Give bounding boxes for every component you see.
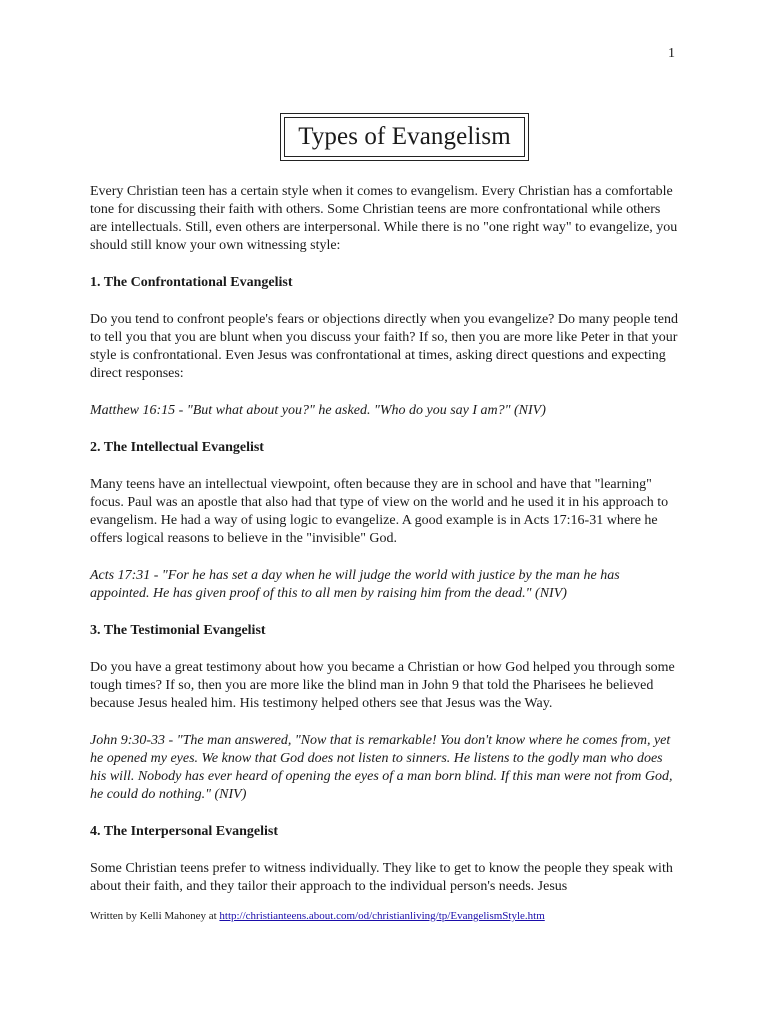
scripture-quote-matthew: Matthew 16:15 - "But what about you?" he asked. "Who do you say I am?" (NIV) — [90, 403, 546, 418]
section-body-intellectual: Many teens have an intellectual viewpoint, often because they are in school and have that "learning" focus. Paul was an apostle that also had that type of view on the world and he used it in his approach to evangelism. He had a way of using logic to evangelize. A good example is in Acts 17:16-31 where he offers logical reasons to believe in the "invisible" God. — [90, 477, 669, 546]
section-heading-intellectual: 2. The Intellectual Evangelist — [90, 440, 264, 455]
scripture-quote-acts: Acts 17:31 - "For he has set a day when he will judge the world with justice by the man he has appointed. He has given proof of this to all men by raising him from the dead." (NIV) — [90, 568, 620, 601]
section-body-testimonial: Do you have a great testimony about how you became a Christian or how God helped you through some tough times? If so, then you are more like the blind man in John 9 that told the Pharisees he believed because Jesus healed him. His testimony helped others see that Jesus was the Way. — [90, 660, 675, 711]
page-number: 1 — [668, 46, 675, 61]
intro-paragraph: Every Christian teen has a certain style when it comes to evangelism. Every Christian has a comfortable tone for discussing their faith with others. Some Christian teens are more confrontational while others are intellectuals. Still, even others are interpersonal. While there is no "one right way" to evangelize, you should still know your own witnessing style: — [90, 184, 678, 253]
section-heading-testimonial: 3. The Testimonial Evangelist — [90, 623, 266, 638]
footer-prefix: Written by Kelli Mahoney at — [90, 910, 220, 922]
section-body-interpersonal: Some Christian teens prefer to witness individually. They like to get to know the people they speak with about their faith, and they tailor their approach to the individual person's needs. Jesus — [90, 861, 673, 894]
footer-credit — [90, 910, 545, 922]
section-heading-interpersonal: 4. The Interpersonal Evangelist — [90, 824, 278, 839]
document-body — [90, 183, 680, 896]
title-box — [280, 113, 529, 161]
section-body-confrontational: Do you tend to confront people's fears or objections directly when you evangelize? Do many people tend to tell you that you are blunt when you discuss your faith? If so, then you are more like Peter in that your style is confrontational. Even Jesus was confrontational at times, asking direct questions and expecting direct responses: — [90, 312, 679, 381]
page-title: Types of Evangelism — [284, 117, 525, 157]
section-heading-confrontational: 1. The Confrontational Evangelist — [90, 275, 293, 290]
scripture-quote-john: John 9:30-33 - "The man answered, "Now that is remarkable! You don't know where he comes from, yet he opened my eyes. We know that God does not listen to sinners. He listens to the godly man who does his will. Nobody has ever heard of opening the eyes of a man born blind. If this man were not from God, he could do nothing." (NIV) — [90, 733, 673, 802]
source-link[interactable]: http://christianteens.about.com/od/christianliving/tp/EvangelismStyle.htm — [219, 910, 545, 922]
